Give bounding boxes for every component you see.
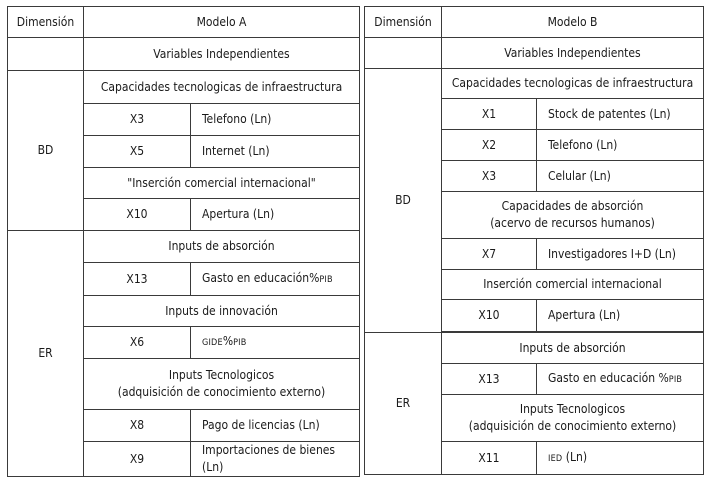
dimension-header: Dimensión [365, 7, 442, 38]
group-title: Capacidades tecnologicas de infraestructura [442, 69, 704, 99]
variable-code: X8 [84, 410, 191, 442]
variable-name: Apertura (Ln) [191, 199, 360, 231]
variable-name: Telefono (Ln) [191, 104, 360, 136]
model-title: Modelo A [84, 7, 360, 38]
variables-header: Variables Independientes [84, 38, 360, 71]
variable-code: X10 [442, 300, 537, 332]
variable-name: IED (Ln) [537, 442, 704, 475]
group-title: "Inserción comercial internacional" [84, 168, 360, 199]
variable-name: Internet (Ln) [191, 136, 360, 168]
variable-code: X2 [442, 130, 537, 161]
group-title: Capacidades de absorción (acervo de recursos humanos) [442, 192, 704, 239]
dimension-bd: BD [8, 71, 84, 231]
variable-name: Celular (Ln) [537, 161, 704, 192]
group-title: Inputs Tecnologicos (adquisición de conocimiento externo) [442, 395, 704, 442]
variable-code: X7 [442, 239, 537, 270]
variable-code: X6 [84, 327, 191, 359]
variable-code: X3 [442, 161, 537, 192]
variable-code: X9 [84, 442, 191, 477]
variable-code: X5 [84, 136, 191, 168]
variable-name: Telefono (Ln) [537, 130, 704, 161]
dimension-bd: BD [365, 69, 442, 333]
group-title: Inputs de absorción [442, 333, 704, 364]
dimension-header: Dimensión [8, 7, 84, 38]
variable-code: X10 [84, 199, 191, 231]
variable-code: X13 [442, 364, 537, 395]
dimension-er: ER [8, 231, 84, 477]
variable-name: Pago de licencias (Ln) [191, 410, 360, 442]
variable-name: GIDE%PIB [191, 327, 360, 359]
variable-name: Importaciones de bienes (Ln) [191, 442, 360, 477]
variable-code: X11 [442, 442, 537, 475]
variable-code: X3 [84, 104, 191, 136]
modelo-b-table [364, 6, 704, 475]
variable-code: X1 [442, 99, 537, 130]
variable-code: X13 [84, 263, 191, 296]
group-title: Inputs Tecnologicos (adquisición de conocimiento externo) [84, 359, 360, 410]
group-title: Capacidades tecnologicas de infraestructura [84, 71, 360, 104]
dimension-er: ER [365, 333, 442, 475]
modelo-a-table [7, 6, 360, 477]
variable-name: Apertura (Ln) [537, 300, 704, 332]
variable-name: Investigadores I+D (Ln) [537, 239, 704, 270]
variable-name: Gasto en educación %PIB [537, 364, 704, 395]
group-title: Inserción comercial internacional [442, 270, 704, 300]
variables-header: Variables Independientes [442, 38, 704, 69]
model-title: Modelo B [442, 7, 704, 38]
variable-name: Stock de patentes (Ln) [537, 99, 704, 130]
group-title: Inputs de innovación [84, 296, 360, 327]
group-title: Inputs de absorción [84, 231, 360, 263]
variable-name: Gasto en educación%PIB [191, 263, 360, 296]
